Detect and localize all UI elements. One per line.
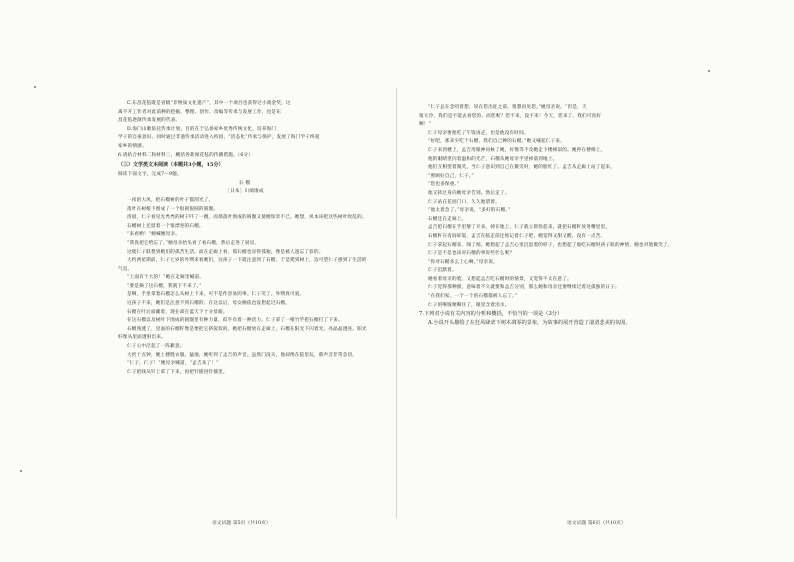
- story-paragraph: “他太着急了。”母亲说，“多好的石榴。”: [428, 208, 511, 214]
- story-paragraph: 仁子拿起石榴来，闻了闻。她想起了孟吉心里沉思着的样子，也想起了他吃石榴时孩子般的神情，她也对他微笑了。: [428, 242, 673, 248]
- text-line: 离不开工作者对此前种的挖掘、整理、创作、改编等传承与发展工作，也是东: [118, 109, 281, 115]
- story-title: 石 榴: [238, 180, 251, 186]
- story-paragraph: 是啊，手里拿着石榴怎么从树上下来，可不是件容易的事。仁子笑了。外甥真可爱。: [127, 292, 305, 298]
- story-paragraph: 石榴在叶后面藏着，现在却在蓝天下十分显眼。: [127, 309, 228, 315]
- story-paragraph: 这使仁子联想到她们的孤苦生活。而在走廊上看，那石榴也显得孤独，像是被人遗忘了似的。: [127, 249, 324, 255]
- story-paragraph: 石榴还在走廊上。: [428, 216, 467, 222]
- story-paragraph: “来看哟！”她喊她母亲。: [127, 232, 181, 238]
- story-paragraph: 仁子站在花园门口，久久地望着。: [428, 199, 500, 205]
- question-5-options-c-d: [118, 100, 371, 160]
- question-7-option-a: A.小说开头描绘了在狂风肆虐下树木凋零的景象，为故事的展开营造了凄清悲美的氛围。: [428, 320, 631, 327]
- story-body-left: [118, 197, 371, 377]
- story-paragraph: 仁子把线从针上拿了下来，再把针插进针插里。: [127, 369, 228, 375]
- story-paragraph: 仁子来到楼上，孟吉用眼神问候了她，好像等不及她走下楼梯似的。她停在楼梯上。: [428, 147, 606, 153]
- page-footer-right: 语文试题 第6页（共10页）: [567, 521, 626, 526]
- story-body-right: [419, 104, 690, 310]
- reading-instruction: 阅读下面文字，完成7～9题。: [118, 172, 182, 178]
- question-6: 6.请结合材料二和材料三，概括各新闻花毡的传播措施。（6分）: [118, 152, 254, 158]
- story-paragraph: 啊！”: [419, 122, 432, 128]
- section-heading: （三）文学类文本阅读（本题共3小题，15分）: [118, 162, 224, 169]
- story-paragraph: 孟吉把石榴在手里掰了开来，掉在地上，仁子就立即捡起来，就把石榴籽放进嘴里里。: [428, 225, 611, 231]
- page-footer-left: 语文试题 第5页（共10页）: [212, 521, 271, 526]
- text-line: C.东昌花毡既是省级“非物质文化遗产”，其中一个项目也获得过小商金奖，这: [127, 101, 291, 106]
- story-paragraph: “照顾好自己，仁子。”: [428, 173, 474, 179]
- text-line: 昌花毡逐渐传承发展的代表。: [118, 118, 181, 124]
- story-paragraph: 石榴籽在齿间碎裂，孟吉在临走前还惦记着仁子吧，她觉得又甜又酸，没有一点苦。: [428, 233, 606, 239]
- story-paragraph: 仁子觉得那种甜，意味着不久就要和孟吉分别，那么她和母亲还要继续过着这孤独的日子。: [428, 285, 620, 291]
- story-paragraph: 清晨，仁子看见光秃秃的树干吓了一跳，而那落叶围成的圆圈又使她惊奇不已。她想，风本该把这些树叶吹乱的。: [127, 215, 367, 221]
- text-line: 家乡的情感。: [118, 143, 147, 149]
- story-paragraph: “您也多保重。”: [428, 182, 460, 188]
- scan-speck: [34, 86, 36, 88]
- story-paragraph: “在我们家，一个一个的石榴都被人忘了。”: [428, 294, 518, 300]
- story-paragraph: 大约两星期前，仁子七岁的外甥来看她们，这孩子一下就注意到了石榴，于是爬到树上，边可望仁子感到了生活的气息。: [118, 258, 367, 272]
- story-paragraph: 石榴熟透了，里面的石榴籽像是要把它挤裂似的。她把石榴放在走廊上，石榴在阳光下闪着光，亮晶晶透亮。阳光好像从里面透射出来。: [118, 326, 367, 341]
- page-6: [397, 0, 794, 562]
- text-line: 学子的自豪意识，同时通过非遗传承活动进入校园，“活态化”传承与保护，发展了海门学子终爱: [118, 135, 320, 141]
- story-paragraph: “你对石榴多么上心啊。”母亲说。: [428, 259, 498, 265]
- story-paragraph: 这孩子不来，她们是注意不到石榴的；在这以后，母女俩依也没想起过石榴。: [127, 301, 290, 307]
- story-paragraph: 她看着母亲的脸，又想起孟吉吃石榴时的情景，又觉得不太在意了。: [428, 276, 572, 282]
- story-paragraph: 大约十点钟，她上楼缝衣服。猛地，她听到了孟吉的声音。虽然门没关，他却像在院里玩，那声音非常急切。: [127, 352, 358, 358]
- story-paragraph: 他的眼睛里闪着温和的光芒，石榴从她母亲手里掉落到地上。: [428, 156, 558, 162]
- story-paragraph: 仁子的喉咙哽咽住了，眼里含着泪水。: [428, 302, 510, 308]
- story-paragraph: “上面有个大的！”她在走廊里喊道。: [127, 275, 205, 281]
- story-paragraph: “仁子总在念叨着想，说在您出征之前，很想再见您。”她母亲说。“但是，天: [428, 105, 587, 110]
- story-paragraph: 仁子母亲要他吃了午饭再走，但是他没有时间。: [428, 130, 529, 136]
- story-paragraph: 仁子心中泛起了一阵歉意。: [127, 344, 185, 350]
- story-paragraph: 他又转过身向她母亲告别。然后走了。: [428, 190, 510, 196]
- story-paragraph: 落叶在树根下围成了一个很圆很圆的圆圈。: [127, 206, 219, 212]
- scan-speck: [20, 470, 22, 472]
- story-paragraph: “好吧，那来少吃个石榴，我们自己种的石榴。”她又喊起仁子来。: [428, 139, 566, 145]
- story-paragraph: 仁子沉默着。: [428, 268, 457, 274]
- story-paragraph: 石榴树上还留着一个很漂亮的石榴。: [127, 223, 204, 229]
- story-paragraph: “我真把它给忘了。”她母亲抬头看了看石榴，然后走进了厨房。: [127, 240, 260, 246]
- text-line: D.海门山歌依托传承计划，目的在于弘扬家乡优秀传统文化，培养海门: [127, 126, 277, 132]
- story-author: ［日本］川端康成: [225, 189, 264, 195]
- scan-speck: [708, 70, 710, 72]
- story-paragraph: 在这石榴以及树叶下围成的圆圈里有种力量，似乎有着一种活力。仁子拿了一根竹竿把石榴打了下来。: [127, 318, 343, 324]
- story-paragraph: “仁子，仁子！”她母亲喊道，“孟吉来了！”: [127, 361, 219, 367]
- question-7: 7.下列对小说有关内容的分析和概括，不恰当的一项是（3分）: [419, 311, 563, 318]
- story-paragraph: “要是摘了这石榴，我就下不来了。”: [127, 283, 202, 289]
- story-paragraph: 一夜的大风，把石榴树的叶子都刮光了。: [127, 197, 214, 203]
- story-paragraph: 很大冷，我们是不能去看您的。而您呢？您不来。没不来！今天，您来了。我们可真好: [419, 113, 602, 119]
- story-paragraph: 仁子是不是也该对石榴的事说些什么呢？: [428, 251, 515, 257]
- story-paragraph: 他们互相望着微笑。当仁子意识到自己在微笑时，她的脸红了。孟吉从走廊上站了起来。: [428, 165, 615, 171]
